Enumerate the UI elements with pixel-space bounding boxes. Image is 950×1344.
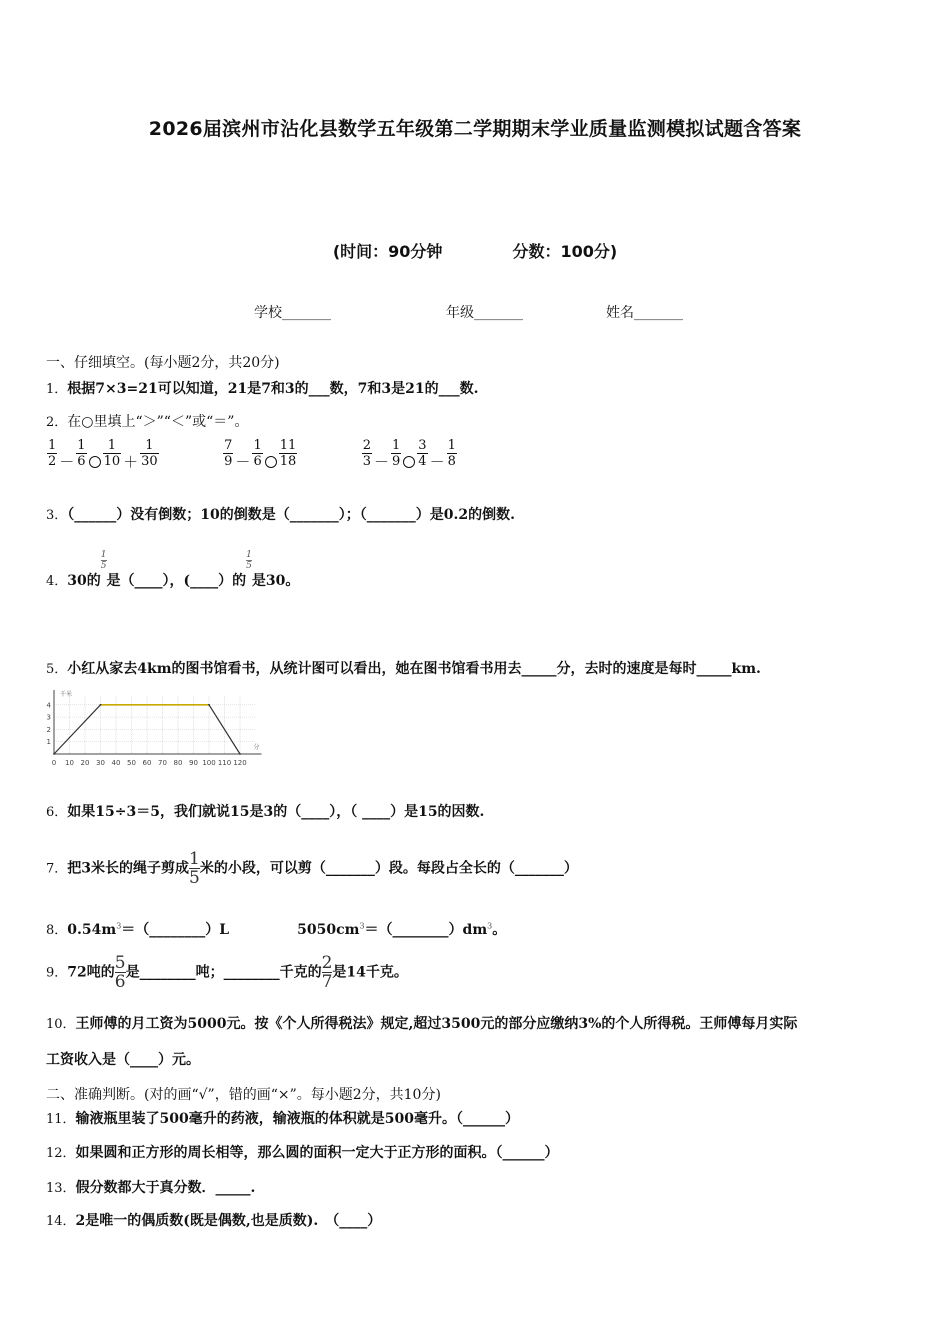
question-10 <box>46 1013 797 1033</box>
data-point <box>100 704 102 706</box>
question-7: 7．把3米长的绳子剪成$\frac{1}{5}$ 米的小段，可以剪（_______）段。每段占全长的（_______） <box>46 849 578 888</box>
question-text: 假分数都大于真分数．_____. <box>75 1180 256 1196</box>
question-text: 小红从家去4km的图书馆看书，从统计图可以看出，她在图书馆看书用去_____分，去时的速度是每时_____km. <box>67 661 761 677</box>
fraction: $\frac{11}{18}$ <box>279 438 297 469</box>
answer-circle[interactable] <box>265 456 277 468</box>
question-6 <box>46 801 484 821</box>
y-tick-label: 2 <box>46 725 51 734</box>
x-tick-label: 40 <box>111 759 121 767</box>
x-tick-label: 10 <box>65 759 74 767</box>
time-limit: (时间：90分钟 <box>332 242 443 261</box>
question-number: 9． <box>46 965 68 981</box>
fraction: $\frac{1}{30}$ <box>141 438 158 469</box>
question-number: 4． <box>46 574 68 589</box>
comparison-1: $\frac{1}{2}$ － $\frac{1}{6}$ $\frac{1}{10}$ ＋ $\frac{1}{30}$ <box>48 438 158 471</box>
data-point <box>53 753 55 755</box>
question-text: 根据7×3=21可以知道，21是7和3的___数，7和3是21的___数. <box>67 381 479 397</box>
fraction: $\frac{2}{7}$ <box>321 953 333 992</box>
question-text: （______）没有倒数；10的倒数是（_______）；（_______）是0.2的倒数. <box>67 507 515 523</box>
question-4: 4．30的$\frac{1}{5}$ 是（____），(____）的$\frac{1}{5}$ 是30。 <box>46 550 300 589</box>
question-number: 2． <box>46 415 68 430</box>
question-number: 3． <box>46 508 68 523</box>
question-13 <box>46 1177 255 1197</box>
y-tick-label: 1 <box>46 738 51 747</box>
x-axis-label: 分 <box>253 744 260 751</box>
question-text: 王师傅的月工资为5000元。按《个人所得税法》规定,超过3500元的部分应缴纳3%的个人所得税。王师傅每月实际 <box>75 1016 798 1032</box>
fraction: $\frac{1}{6}$ <box>77 438 86 469</box>
question-8: 8．$0.54m^3=(\_\_\_\_\_\_\_\_)L$ $5050cm^3=(\_\_\_\_\_\_\_\_)dm^3$。 <box>46 921 507 938</box>
fraction: $\frac{1}{5}$ <box>100 550 107 571</box>
question-text: 输液瓶里装了500毫升的药液，输液瓶的体积就是500毫升。（______） <box>75 1111 519 1127</box>
question-number: 14． <box>46 1214 76 1229</box>
question-number: 10． <box>46 1017 76 1032</box>
fraction: $\frac{2}{3}$ <box>362 438 371 469</box>
question-text: 2是唯一的偶质数(既是偶数,也是质数). （____） <box>75 1213 382 1229</box>
question-10-line-2: 工资收入是（____）元。 <box>46 1052 200 1068</box>
fraction: $\frac{1}{9}$ <box>392 438 401 469</box>
comparison-3: $\frac{2}{3}$ － $\frac{1}{9}$ $\frac{3}{4}$ － $\frac{1}{8}$ <box>362 438 456 471</box>
fraction: $\frac{1}{5}$ <box>246 550 252 571</box>
exam-header <box>0 239 950 262</box>
data-point <box>239 753 241 755</box>
comparison-2: $\frac{7}{9}$ － $\frac{1}{6}$ $\frac{11}{18}$ <box>224 438 297 471</box>
question-5 <box>46 658 761 678</box>
fraction: $\frac{1}{2}$ <box>48 438 57 469</box>
fraction: $\frac{5}{6}$ <box>114 953 126 992</box>
section-2-heading: 二、准确判断。(对的画“√”，错的画“×”。每小题2分，共10分) <box>46 1087 441 1103</box>
x-tick-label: 100 <box>202 759 216 767</box>
name-field: 姓名_______ <box>606 305 683 321</box>
question-11 <box>46 1108 519 1128</box>
question-number: 8． <box>46 923 68 938</box>
x-tick-label: 30 <box>96 759 105 767</box>
question-text: 在○里填上“＞”“＜”或“＝”。 <box>67 414 249 430</box>
fraction-comparisons <box>46 438 516 469</box>
answer-circle[interactable] <box>89 456 101 468</box>
question-text: 如果圆和正方形的周长相等，那么圆的面积一定大于正方形的面积。（______） <box>75 1145 559 1161</box>
section-1-heading: 一、仔细填空。(每小题2分，共20分) <box>46 355 280 371</box>
data-point <box>208 704 210 706</box>
question-3 <box>46 504 515 524</box>
grade-field: 年级_______ <box>446 305 523 321</box>
fraction: $\frac{7}{9}$ <box>224 438 233 469</box>
y-tick-label: 4 <box>46 701 51 710</box>
question-number: 5． <box>46 662 68 677</box>
question-text: 如果15÷3＝5，我们就说15是3的（____），（ ____）是15的因数. <box>67 804 485 820</box>
x-tick-label: 110 <box>217 759 232 767</box>
x-tick-label: 70 <box>158 759 167 767</box>
page-title: 2026届滨州市沾化县数学五年级第二学期期末学业质量监测模拟试题含答案 <box>148 118 802 140</box>
fraction: $\frac{1}{6}$ <box>253 438 262 469</box>
fraction: $\frac{1}{10}$ <box>103 438 121 469</box>
x-tick-label: 60 <box>142 759 152 767</box>
x-tick-label: 20 <box>80 759 90 767</box>
question-number: 13． <box>46 1181 76 1196</box>
distance-time-chart <box>44 688 269 774</box>
fraction: $\frac{3}{4}$ <box>418 438 427 469</box>
x-tick-label: 90 <box>189 759 198 767</box>
y-tick-label: 3 <box>46 713 51 722</box>
fraction: $\frac{1}{8}$ <box>447 438 456 469</box>
y-axis-label: 千米 <box>60 691 73 698</box>
question-number: 11． <box>46 1112 76 1127</box>
x-tick-label: 0 <box>51 759 57 767</box>
question-number: 6． <box>46 805 68 820</box>
question-2 <box>46 411 248 431</box>
question-number: 7． <box>46 861 68 877</box>
x-tick-label: 80 <box>173 759 183 767</box>
question-number: 12． <box>46 1146 76 1161</box>
answer-circle[interactable] <box>403 456 415 468</box>
school-field: 学校_______ <box>254 305 331 321</box>
x-tick-label: 50 <box>127 759 136 767</box>
question-1 <box>46 378 479 398</box>
question-14 <box>46 1210 381 1230</box>
question-number: 1． <box>46 382 68 397</box>
fraction: $\frac{1}{5}$ <box>189 849 200 888</box>
question-9: 9．72吨的$\frac{5}{6}$ 是________吨；________千克的$\frac{2}{7}$ 是14千克。 <box>46 953 408 992</box>
total-score: 分数：100分) <box>512 242 618 261</box>
x-tick-label: 120 <box>233 759 247 767</box>
question-12 <box>46 1142 559 1162</box>
